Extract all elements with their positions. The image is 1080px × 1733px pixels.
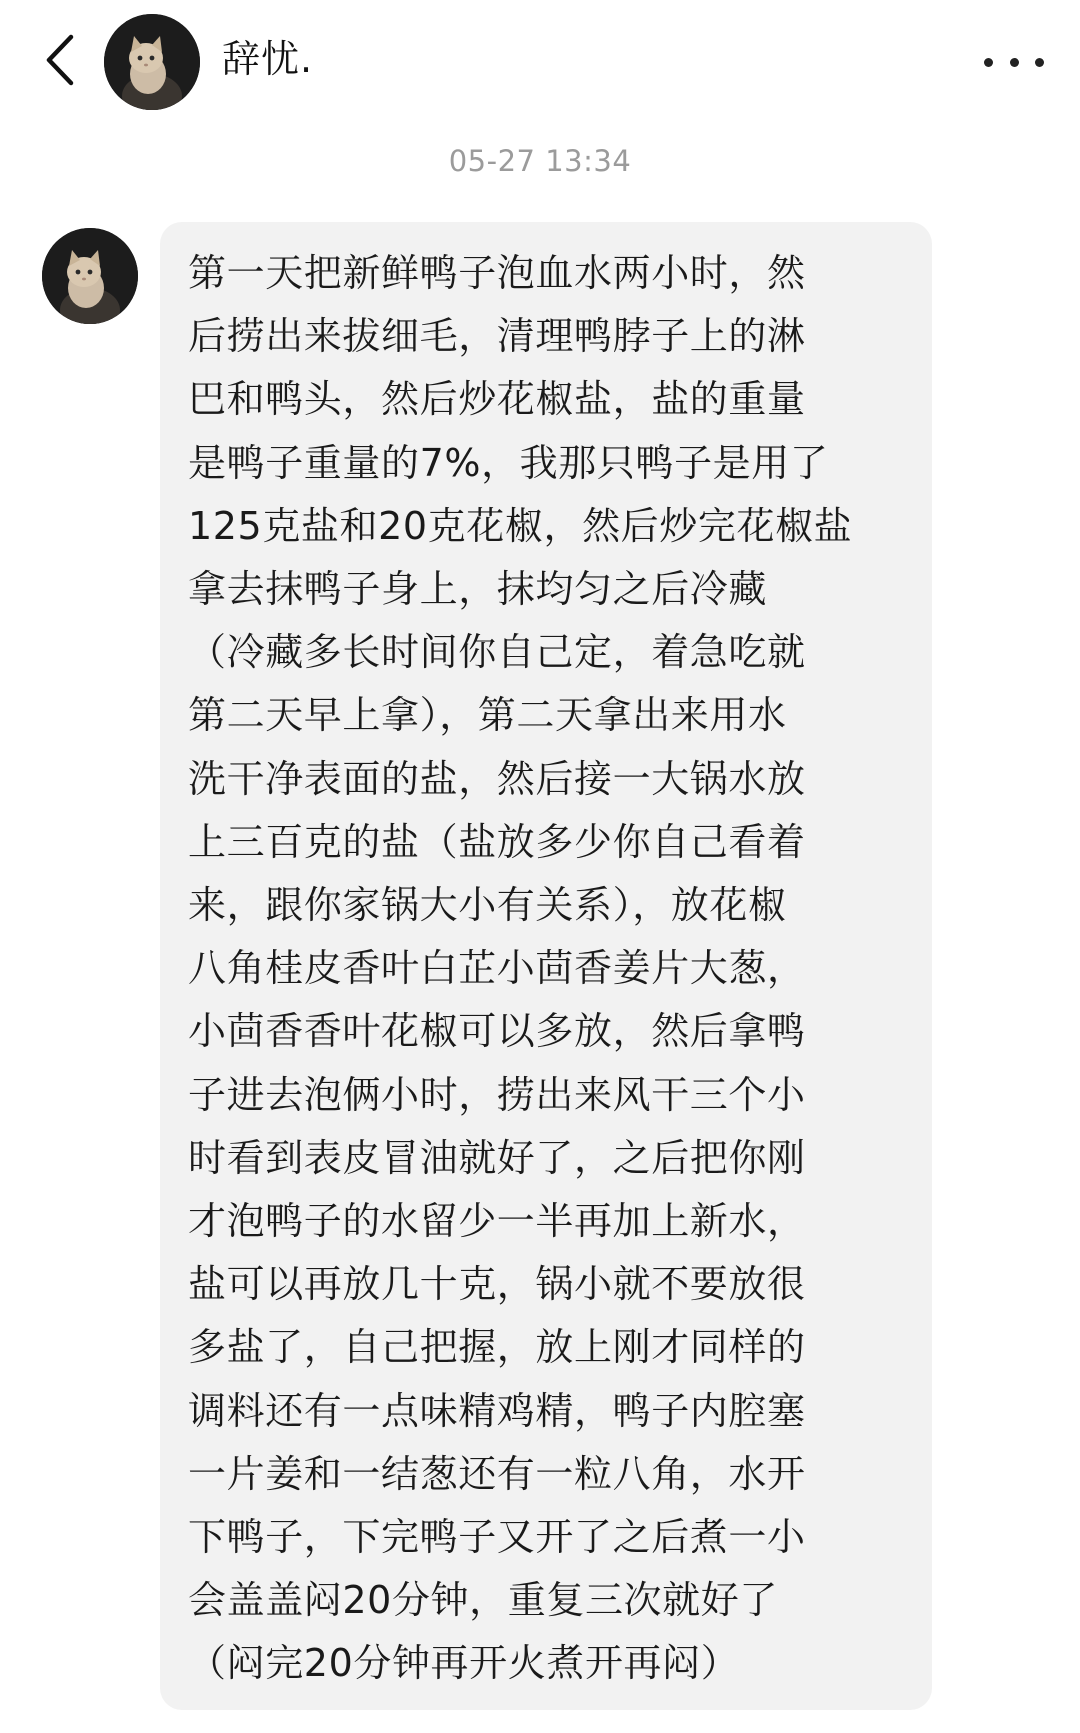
message-text: 第一天把新鲜鸭子泡血水两小时，然 后捞出来拔细毛，清理鸭脖子上的淋 巴和鸭头，然后炒花椒盐，盐的重量 是鸭子重量的7%，我那只鸭子是用了 125克盐和20克花椒，然后炒完花椒盐 拿去抹鸭子身上，抹均匀之后冷藏 （冷藏多长时间你自己定，着急吃就 第二天早上拿），第二天拿出来用水 洗干净表面的盐，然后接一大锅水放 上三百克的盐（盐放多少你自己看着 来，跟你家锅大小有关系），放花椒 八角桂皮香叶白芷小茴香姜片大葱， 小茴香香叶花椒可以多放，然后拿鸭 子进去泡俩小时，捞出来风干三个小 时看到表皮冒油就好了，之后把你刚 才泡鸭子的水留少一半再加上新水， 盐可以再放几十克，锅小就不要放很 多盐了，自己把握，放上刚才同样的 调料还有一点味精鸡精，鸭子内腔塞 一片姜和一结葱还有一粒八角，水开 下鸭子，下完鸭子又开了之后煮一小 会盖盖闷20分钟，重复三次就好了 （闷完20分钟再开火煮开再闷） bbox=[188, 251, 853, 1686]
message-sender-avatar[interactable] bbox=[42, 228, 138, 324]
contact-avatar[interactable] bbox=[104, 14, 200, 110]
cat-avatar-image bbox=[104, 14, 200, 110]
message-bubble[interactable] bbox=[160, 222, 932, 1710]
message-timestamp: 05-27 13:34 bbox=[448, 144, 632, 178]
contact-name: 辞忧. bbox=[222, 37, 314, 81]
more-horizontal-icon bbox=[984, 58, 993, 67]
more-horizontal-icon bbox=[1010, 58, 1019, 67]
cat-avatar-image bbox=[42, 228, 138, 324]
back-button[interactable] bbox=[36, 28, 84, 92]
more-horizontal-icon bbox=[1035, 58, 1044, 67]
more-options-button[interactable] bbox=[984, 40, 1044, 84]
chat-header bbox=[0, 0, 1080, 130]
chevron-left-icon bbox=[45, 34, 75, 86]
